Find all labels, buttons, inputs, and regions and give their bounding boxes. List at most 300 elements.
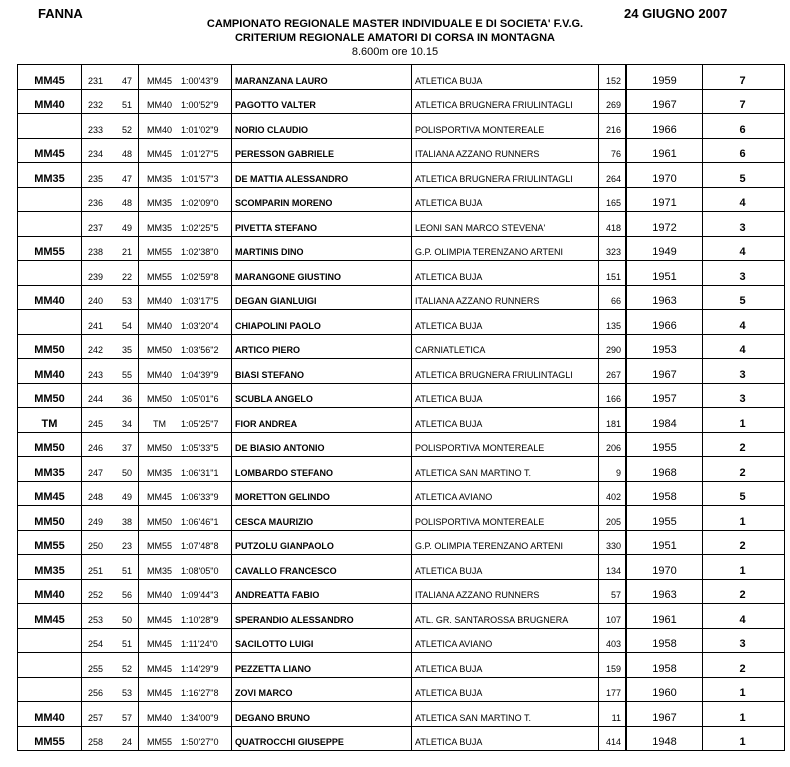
bib-number-cell: 53 bbox=[106, 678, 139, 702]
bib-number-cell: 21 bbox=[106, 237, 139, 261]
finish-time-cell: 1:02'38"0 bbox=[180, 237, 232, 261]
finish-time-cell: 1:04'39"9 bbox=[180, 359, 232, 383]
athlete-name-cell: LOMBARDO STEFANO bbox=[232, 457, 412, 481]
points-cell: 1 bbox=[739, 564, 746, 577]
bib-number-cell: 23 bbox=[106, 531, 139, 555]
points-cell: 4 bbox=[739, 613, 746, 626]
club-name-cell: POLISPORTIVA MONTEREALE bbox=[412, 114, 599, 138]
position-cell: 238 bbox=[87, 247, 103, 257]
position-cell: 235 bbox=[87, 173, 103, 184]
club-code-cell: 403 bbox=[599, 629, 627, 653]
club-code-cell: 330 bbox=[599, 531, 627, 555]
finish-time-cell: 1:00'52"9 bbox=[180, 90, 232, 114]
category-cell: MM45 bbox=[18, 604, 82, 628]
table-row bbox=[18, 506, 784, 531]
table-row bbox=[18, 384, 784, 409]
table-row bbox=[18, 531, 784, 556]
bib-number-cell: 38 bbox=[106, 506, 139, 530]
points-cell: 2 bbox=[739, 442, 746, 454]
birth-year-cell: 1972 bbox=[627, 212, 703, 236]
finish-time-cell: 1:02'59"8 bbox=[180, 261, 232, 285]
finish-time-cell: 1:05'33"5 bbox=[180, 433, 232, 457]
bib-number-cell: 51 bbox=[106, 629, 139, 653]
club-name-cell: LEONI SAN MARCO STEVENA' bbox=[412, 212, 599, 236]
athlete-category-cell: MM40 bbox=[146, 712, 172, 723]
points-cell: 4 bbox=[739, 197, 746, 209]
category-cell bbox=[18, 629, 82, 653]
athlete-category-cell: MM35 bbox=[146, 565, 172, 576]
category-cell: MM50 bbox=[18, 433, 82, 457]
position-cell: 251 bbox=[87, 565, 103, 576]
category-cell: MM40 bbox=[18, 286, 82, 310]
category-cell bbox=[18, 310, 82, 334]
category-cell: MM45 bbox=[18, 482, 82, 506]
finish-time-cell: 1:02'25"5 bbox=[180, 212, 232, 236]
athlete-name-cell: NORIO CLAUDIO bbox=[232, 114, 412, 138]
birth-year-cell: 1957 bbox=[627, 384, 703, 408]
bib-number-cell: 52 bbox=[106, 114, 139, 138]
points-cell: 2 bbox=[739, 466, 746, 479]
table-row bbox=[18, 580, 784, 605]
points-cell: 1 bbox=[739, 711, 746, 724]
club-name-cell: G.P. OLIMPIA TERENZANO ARTENI bbox=[412, 531, 599, 555]
athlete-category-cell: MM45 bbox=[146, 149, 172, 159]
athlete-name-cell: SPERANDIO ALESSANDRO bbox=[232, 604, 412, 628]
event-date: 24 GIUGNO 2007 bbox=[624, 6, 728, 21]
position-cell: 239 bbox=[87, 271, 103, 282]
club-code-cell: 414 bbox=[599, 727, 627, 751]
club-code-cell: 323 bbox=[599, 237, 627, 261]
athlete-category-cell: MM40 bbox=[146, 590, 172, 600]
position-cell: 256 bbox=[87, 688, 103, 698]
birth-year-cell: 1961 bbox=[627, 604, 703, 628]
category-cell: MM40 bbox=[18, 359, 82, 383]
table-row bbox=[18, 482, 784, 507]
points-cell: 1 bbox=[739, 736, 746, 748]
finish-time-cell: 1:03'20"4 bbox=[180, 310, 232, 334]
position-cell: 244 bbox=[87, 394, 103, 404]
athlete-category-cell: MM40 bbox=[146, 100, 172, 110]
finish-time-cell: 1:00'43"9 bbox=[180, 65, 232, 89]
finish-time-cell: 1:14'29"9 bbox=[180, 653, 232, 677]
points-cell: 4 bbox=[739, 344, 746, 356]
finish-time-cell: 1:10'28"9 bbox=[180, 604, 232, 628]
points-cell: 3 bbox=[739, 221, 746, 234]
club-code-cell: 181 bbox=[599, 408, 627, 432]
athlete-category-cell: MM45 bbox=[146, 688, 172, 698]
athlete-category-cell: MM55 bbox=[146, 737, 172, 747]
club-code-cell: 159 bbox=[599, 653, 627, 677]
athlete-category-cell: MM40 bbox=[146, 124, 172, 135]
club-code-cell: 107 bbox=[599, 604, 627, 628]
birth-year-cell: 1966 bbox=[627, 310, 703, 334]
club-code-cell: 166 bbox=[599, 384, 627, 408]
table-row bbox=[18, 310, 784, 335]
points-cell: 1 bbox=[739, 417, 746, 430]
club-name-cell: ATLETICA BUJA bbox=[412, 653, 599, 677]
athlete-category-cell: MM45 bbox=[146, 614, 172, 625]
category-cell bbox=[18, 261, 82, 285]
club-name-cell: ATLETICA BUJA bbox=[412, 555, 599, 579]
finish-time-cell: 1:11'24"0 bbox=[180, 629, 232, 653]
table-row bbox=[18, 90, 784, 115]
birth-year-cell: 1967 bbox=[627, 702, 703, 726]
club-code-cell: 177 bbox=[599, 678, 627, 702]
athlete-category-cell: MM45 bbox=[146, 492, 172, 502]
athlete-name-cell: SACILOTTO LUIGI bbox=[232, 629, 412, 653]
category-cell: MM40 bbox=[18, 90, 82, 114]
category-cell bbox=[18, 114, 82, 138]
table-row bbox=[18, 702, 784, 727]
birth-year-cell: 1951 bbox=[627, 531, 703, 555]
athlete-name-cell: CHIAPOLINI PAOLO bbox=[232, 310, 412, 334]
birth-year-cell: 1959 bbox=[627, 65, 703, 89]
birth-year-cell: 1963 bbox=[627, 580, 703, 604]
position-cell: 254 bbox=[87, 639, 103, 649]
category-cell: MM40 bbox=[18, 702, 82, 726]
club-name-cell: ATLETICA SAN MARTINO T. bbox=[412, 702, 599, 726]
table-row bbox=[18, 359, 784, 384]
finish-time-cell: 1:09'44"3 bbox=[180, 580, 232, 604]
athlete-category-cell: MM35 bbox=[146, 173, 172, 184]
bib-number-cell: 55 bbox=[106, 359, 139, 383]
athlete-name-cell: DEGANO BRUNO bbox=[232, 702, 412, 726]
bib-number-cell: 22 bbox=[106, 261, 139, 285]
athlete-category-cell: MM50 bbox=[146, 394, 172, 404]
position-cell: 236 bbox=[87, 198, 103, 208]
position-cell: 237 bbox=[87, 222, 103, 233]
birth-year-cell: 1953 bbox=[627, 335, 703, 359]
finish-time-cell: 1:05'01"6 bbox=[180, 384, 232, 408]
category-cell bbox=[18, 653, 82, 677]
points-cell: 3 bbox=[739, 638, 746, 650]
category-cell: MM40 bbox=[18, 580, 82, 604]
table-row bbox=[18, 678, 784, 703]
position-cell: 240 bbox=[87, 296, 103, 306]
club-code-cell: 216 bbox=[599, 114, 627, 138]
finish-time-cell: 1:34'00"9 bbox=[180, 702, 232, 726]
bib-number-cell: 36 bbox=[106, 384, 139, 408]
table-row bbox=[18, 139, 784, 164]
finish-time-cell: 1:06'33"9 bbox=[180, 482, 232, 506]
club-name-cell: ATL. GR. SANTAROSSA BRUGNERA bbox=[412, 604, 599, 628]
athlete-name-cell: ZOVI MARCO bbox=[232, 678, 412, 702]
club-name-cell: POLISPORTIVA MONTEREALE bbox=[412, 433, 599, 457]
bib-number-cell: 50 bbox=[106, 457, 139, 481]
bib-number-cell: 35 bbox=[106, 335, 139, 359]
club-name-cell: G.P. OLIMPIA TERENZANO ARTENI bbox=[412, 237, 599, 261]
category-cell: MM55 bbox=[18, 237, 82, 261]
birth-year-cell: 1970 bbox=[627, 163, 703, 187]
club-code-cell: 205 bbox=[599, 506, 627, 530]
category-cell: MM45 bbox=[18, 65, 82, 89]
club-code-cell: 206 bbox=[599, 433, 627, 457]
club-name-cell: ATLETICA AVIANO bbox=[412, 482, 599, 506]
position-cell: 249 bbox=[87, 516, 103, 527]
table-row bbox=[18, 433, 784, 458]
club-name-cell: ATLETICA BUJA bbox=[412, 408, 599, 432]
athlete-name-cell: PEZZETTA LIANO bbox=[232, 653, 412, 677]
athlete-name-cell: SCUBLA ANGELO bbox=[232, 384, 412, 408]
finish-time-cell: 1:05'25"7 bbox=[180, 408, 232, 432]
athlete-category-cell: TM bbox=[153, 418, 166, 429]
club-name-cell: ATLETICA BUJA bbox=[412, 727, 599, 751]
bib-number-cell: 52 bbox=[106, 653, 139, 677]
club-code-cell: 152 bbox=[599, 65, 627, 89]
birth-year-cell: 1960 bbox=[627, 678, 703, 702]
club-name-cell: ATLETICA BUJA bbox=[412, 261, 599, 285]
points-cell: 5 bbox=[739, 491, 746, 503]
table-row bbox=[18, 555, 784, 580]
bib-number-cell: 37 bbox=[106, 433, 139, 457]
finish-time-cell: 1:06'31"1 bbox=[180, 457, 232, 481]
club-name-cell: ATLETICA BUJA bbox=[412, 310, 599, 334]
category-cell: MM50 bbox=[18, 384, 82, 408]
table-row bbox=[18, 286, 784, 311]
table-row bbox=[18, 114, 784, 139]
athlete-name-cell: MORETTON GELINDO bbox=[232, 482, 412, 506]
athlete-category-cell: MM45 bbox=[146, 75, 172, 86]
location-label: FANNA bbox=[38, 6, 83, 21]
finish-time-cell: 1:06'46"1 bbox=[180, 506, 232, 530]
athlete-category-cell: MM40 bbox=[146, 320, 172, 331]
club-name-cell: CARNIATLETICA bbox=[412, 335, 599, 359]
club-name-cell: ATLETICA BUJA bbox=[412, 678, 599, 702]
points-cell: 2 bbox=[739, 662, 746, 675]
athlete-name-cell: DEGAN GIANLUIGI bbox=[232, 286, 412, 310]
table-row bbox=[18, 163, 784, 188]
position-cell: 252 bbox=[87, 590, 103, 600]
birth-year-cell: 1948 bbox=[627, 727, 703, 751]
club-name-cell: ATLETICA BRUGNERA FRIULINTAGLI bbox=[412, 90, 599, 114]
birth-year-cell: 1951 bbox=[627, 261, 703, 285]
table-row bbox=[18, 237, 784, 262]
results-table bbox=[17, 64, 785, 751]
club-code-cell: 165 bbox=[599, 188, 627, 212]
category-cell: MM35 bbox=[18, 457, 82, 481]
table-row bbox=[18, 653, 784, 678]
athlete-category-cell: MM45 bbox=[146, 639, 172, 649]
criterium-title: CRITERIUM REGIONALE AMATORI DI CORSA IN MONTAGNA bbox=[234, 32, 555, 44]
club-code-cell: 290 bbox=[599, 335, 627, 359]
club-code-cell: 9 bbox=[599, 457, 627, 481]
category-cell: MM50 bbox=[18, 335, 82, 359]
athlete-name-cell: DE MATTIA ALESSANDRO bbox=[232, 163, 412, 187]
championship-title: CAMPIONATO REGIONALE MASTER INDIVIDUALE E DI SOCIETA' F.V.G. bbox=[206, 18, 584, 30]
position-cell: 246 bbox=[87, 443, 103, 453]
club-code-cell: 66 bbox=[599, 286, 627, 310]
bib-number-cell: 47 bbox=[106, 65, 139, 89]
club-name-cell: ITALIANA AZZANO RUNNERS bbox=[412, 580, 599, 604]
birth-year-cell: 1970 bbox=[627, 555, 703, 579]
bib-number-cell: 53 bbox=[106, 286, 139, 310]
table-row bbox=[18, 188, 784, 213]
finish-time-cell: 1:50'27"0 bbox=[180, 727, 232, 751]
club-code-cell: 11 bbox=[599, 702, 627, 726]
birth-year-cell: 1967 bbox=[627, 359, 703, 383]
club-code-cell: 264 bbox=[599, 163, 627, 187]
points-cell: 3 bbox=[739, 393, 746, 405]
bib-number-cell: 49 bbox=[106, 212, 139, 236]
table-row bbox=[18, 65, 784, 90]
category-cell: MM35 bbox=[18, 555, 82, 579]
position-cell: 257 bbox=[87, 712, 103, 723]
birth-year-cell: 1968 bbox=[627, 457, 703, 481]
bib-number-cell: 54 bbox=[106, 310, 139, 334]
category-cell: MM45 bbox=[18, 139, 82, 163]
position-cell: 247 bbox=[87, 467, 103, 478]
table-row bbox=[18, 457, 784, 482]
category-cell: MM35 bbox=[18, 163, 82, 187]
points-cell: 5 bbox=[739, 295, 746, 307]
athlete-category-cell: MM40 bbox=[146, 296, 172, 306]
athlete-category-cell: MM40 bbox=[146, 369, 172, 380]
birth-year-cell: 1971 bbox=[627, 188, 703, 212]
birth-year-cell: 1958 bbox=[627, 629, 703, 653]
club-name-cell: ATLETICA BRUGNERA FRIULINTAGLI bbox=[412, 359, 599, 383]
athlete-name-cell: MARTINIS DINO bbox=[232, 237, 412, 261]
category-cell: MM50 bbox=[18, 506, 82, 530]
points-cell: 4 bbox=[739, 319, 746, 332]
athlete-name-cell: CAVALLO FRANCESCO bbox=[232, 555, 412, 579]
position-cell: 248 bbox=[87, 492, 103, 502]
category-cell bbox=[18, 678, 82, 702]
athlete-name-cell: ANDREATTA FABIO bbox=[232, 580, 412, 604]
athlete-name-cell: FIOR ANDREA bbox=[232, 408, 412, 432]
finish-time-cell: 1:08'05"0 bbox=[180, 555, 232, 579]
bib-number-cell: 48 bbox=[106, 139, 139, 163]
finish-time-cell: 1:02'09"0 bbox=[180, 188, 232, 212]
birth-year-cell: 1958 bbox=[627, 653, 703, 677]
position-cell: 231 bbox=[87, 75, 103, 86]
athlete-category-cell: MM35 bbox=[146, 467, 172, 478]
position-cell: 245 bbox=[87, 418, 103, 429]
club-name-cell: ITALIANA AZZANO RUNNERS bbox=[412, 139, 599, 163]
club-name-cell: POLISPORTIVA MONTEREALE bbox=[412, 506, 599, 530]
athlete-category-cell: MM55 bbox=[146, 271, 172, 282]
position-cell: 241 bbox=[87, 320, 103, 331]
athlete-name-cell: QUATROCCHI GIUSEPPE bbox=[232, 727, 412, 751]
bib-number-cell: 51 bbox=[106, 90, 139, 114]
finish-time-cell: 1:03'17"5 bbox=[180, 286, 232, 310]
athlete-name-cell: MARANGONE GIUSTINO bbox=[232, 261, 412, 285]
club-name-cell: ITALIANA AZZANO RUNNERS bbox=[412, 286, 599, 310]
club-code-cell: 134 bbox=[599, 555, 627, 579]
club-name-cell: ATLETICA AVIANO bbox=[412, 629, 599, 653]
category-cell: MM55 bbox=[18, 727, 82, 751]
club-code-cell: 57 bbox=[599, 580, 627, 604]
bib-number-cell: 24 bbox=[106, 727, 139, 751]
category-cell: MM55 bbox=[18, 531, 82, 555]
points-cell: 4 bbox=[739, 246, 746, 258]
category-cell: TM bbox=[18, 408, 82, 432]
bib-number-cell: 51 bbox=[106, 555, 139, 579]
birth-year-cell: 1958 bbox=[627, 482, 703, 506]
finish-time-cell: 1:07'48"8 bbox=[180, 531, 232, 555]
points-cell: 7 bbox=[739, 99, 746, 111]
athlete-category-cell: MM35 bbox=[146, 198, 172, 208]
athlete-name-cell: PERESSON GABRIELE bbox=[232, 139, 412, 163]
category-cell bbox=[18, 212, 82, 236]
athlete-category-cell: MM50 bbox=[146, 443, 172, 453]
athlete-name-cell: SCOMPARIN MORENO bbox=[232, 188, 412, 212]
athlete-name-cell: DE BIASIO ANTONIO bbox=[232, 433, 412, 457]
finish-time-cell: 1:16'27"8 bbox=[180, 678, 232, 702]
finish-time-cell: 1:01'27"5 bbox=[180, 139, 232, 163]
position-cell: 234 bbox=[87, 149, 103, 159]
table-row bbox=[18, 335, 784, 360]
position-cell: 242 bbox=[87, 345, 103, 355]
position-cell: 258 bbox=[87, 737, 103, 747]
category-cell bbox=[18, 188, 82, 212]
club-code-cell: 402 bbox=[599, 482, 627, 506]
position-cell: 232 bbox=[87, 100, 103, 110]
table-row bbox=[18, 408, 784, 433]
athlete-name-cell: PIVETTA STEFANO bbox=[232, 212, 412, 236]
birth-year-cell: 1955 bbox=[627, 433, 703, 457]
athlete-name-cell: PUTZOLU GIANPAOLO bbox=[232, 531, 412, 555]
bib-number-cell: 34 bbox=[106, 408, 139, 432]
table-row bbox=[18, 604, 784, 629]
table-row bbox=[18, 727, 784, 752]
birth-year-cell: 1955 bbox=[627, 506, 703, 530]
position-cell: 250 bbox=[87, 541, 103, 551]
points-cell: 2 bbox=[739, 540, 746, 552]
points-cell: 3 bbox=[739, 368, 746, 381]
points-cell: 1 bbox=[739, 687, 746, 699]
position-cell: 253 bbox=[87, 614, 103, 625]
athlete-name-cell: BIASI STEFANO bbox=[232, 359, 412, 383]
finish-time-cell: 1:01'02"9 bbox=[180, 114, 232, 138]
athlete-category-cell: MM55 bbox=[146, 541, 172, 551]
athlete-name-cell: ARTICO PIERO bbox=[232, 335, 412, 359]
club-code-cell: 418 bbox=[599, 212, 627, 236]
athlete-category-cell: MM50 bbox=[146, 345, 172, 355]
birth-year-cell: 1966 bbox=[627, 114, 703, 138]
table-row bbox=[18, 212, 784, 237]
club-code-cell: 267 bbox=[599, 359, 627, 383]
athlete-category-cell: MM50 bbox=[146, 516, 172, 527]
club-code-cell: 151 bbox=[599, 261, 627, 285]
club-code-cell: 76 bbox=[599, 139, 627, 163]
finish-time-cell: 1:03'56"2 bbox=[180, 335, 232, 359]
athlete-category-cell: MM45 bbox=[146, 663, 172, 674]
points-cell: 3 bbox=[739, 270, 746, 283]
athlete-category-cell: MM55 bbox=[146, 247, 172, 257]
athlete-category-cell: MM35 bbox=[146, 222, 172, 233]
athlete-name-cell: PAGOTTO VALTER bbox=[232, 90, 412, 114]
club-name-cell: ATLETICA SAN MARTINO T. bbox=[412, 457, 599, 481]
club-name-cell: ATLETICA BRUGNERA FRIULINTAGLI bbox=[412, 163, 599, 187]
club-name-cell: ATLETICA BUJA bbox=[412, 65, 599, 89]
bib-number-cell: 47 bbox=[106, 163, 139, 187]
table-row bbox=[18, 261, 784, 286]
birth-year-cell: 1967 bbox=[627, 90, 703, 114]
points-cell: 2 bbox=[739, 589, 746, 601]
birth-year-cell: 1961 bbox=[627, 139, 703, 163]
birth-year-cell: 1949 bbox=[627, 237, 703, 261]
points-cell: 6 bbox=[739, 148, 746, 160]
athlete-name-cell: CESCA MAURIZIO bbox=[232, 506, 412, 530]
position-cell: 233 bbox=[87, 124, 103, 135]
points-cell: 6 bbox=[739, 123, 746, 136]
club-name-cell: ATLETICA BUJA bbox=[412, 384, 599, 408]
position-cell: 243 bbox=[87, 369, 103, 380]
athlete-name-cell: MARANZANA LAURO bbox=[232, 65, 412, 89]
bib-number-cell: 50 bbox=[106, 604, 139, 628]
position-cell: 255 bbox=[87, 663, 103, 674]
race-distance-time: 8.600m ore 10.15 bbox=[351, 46, 439, 58]
